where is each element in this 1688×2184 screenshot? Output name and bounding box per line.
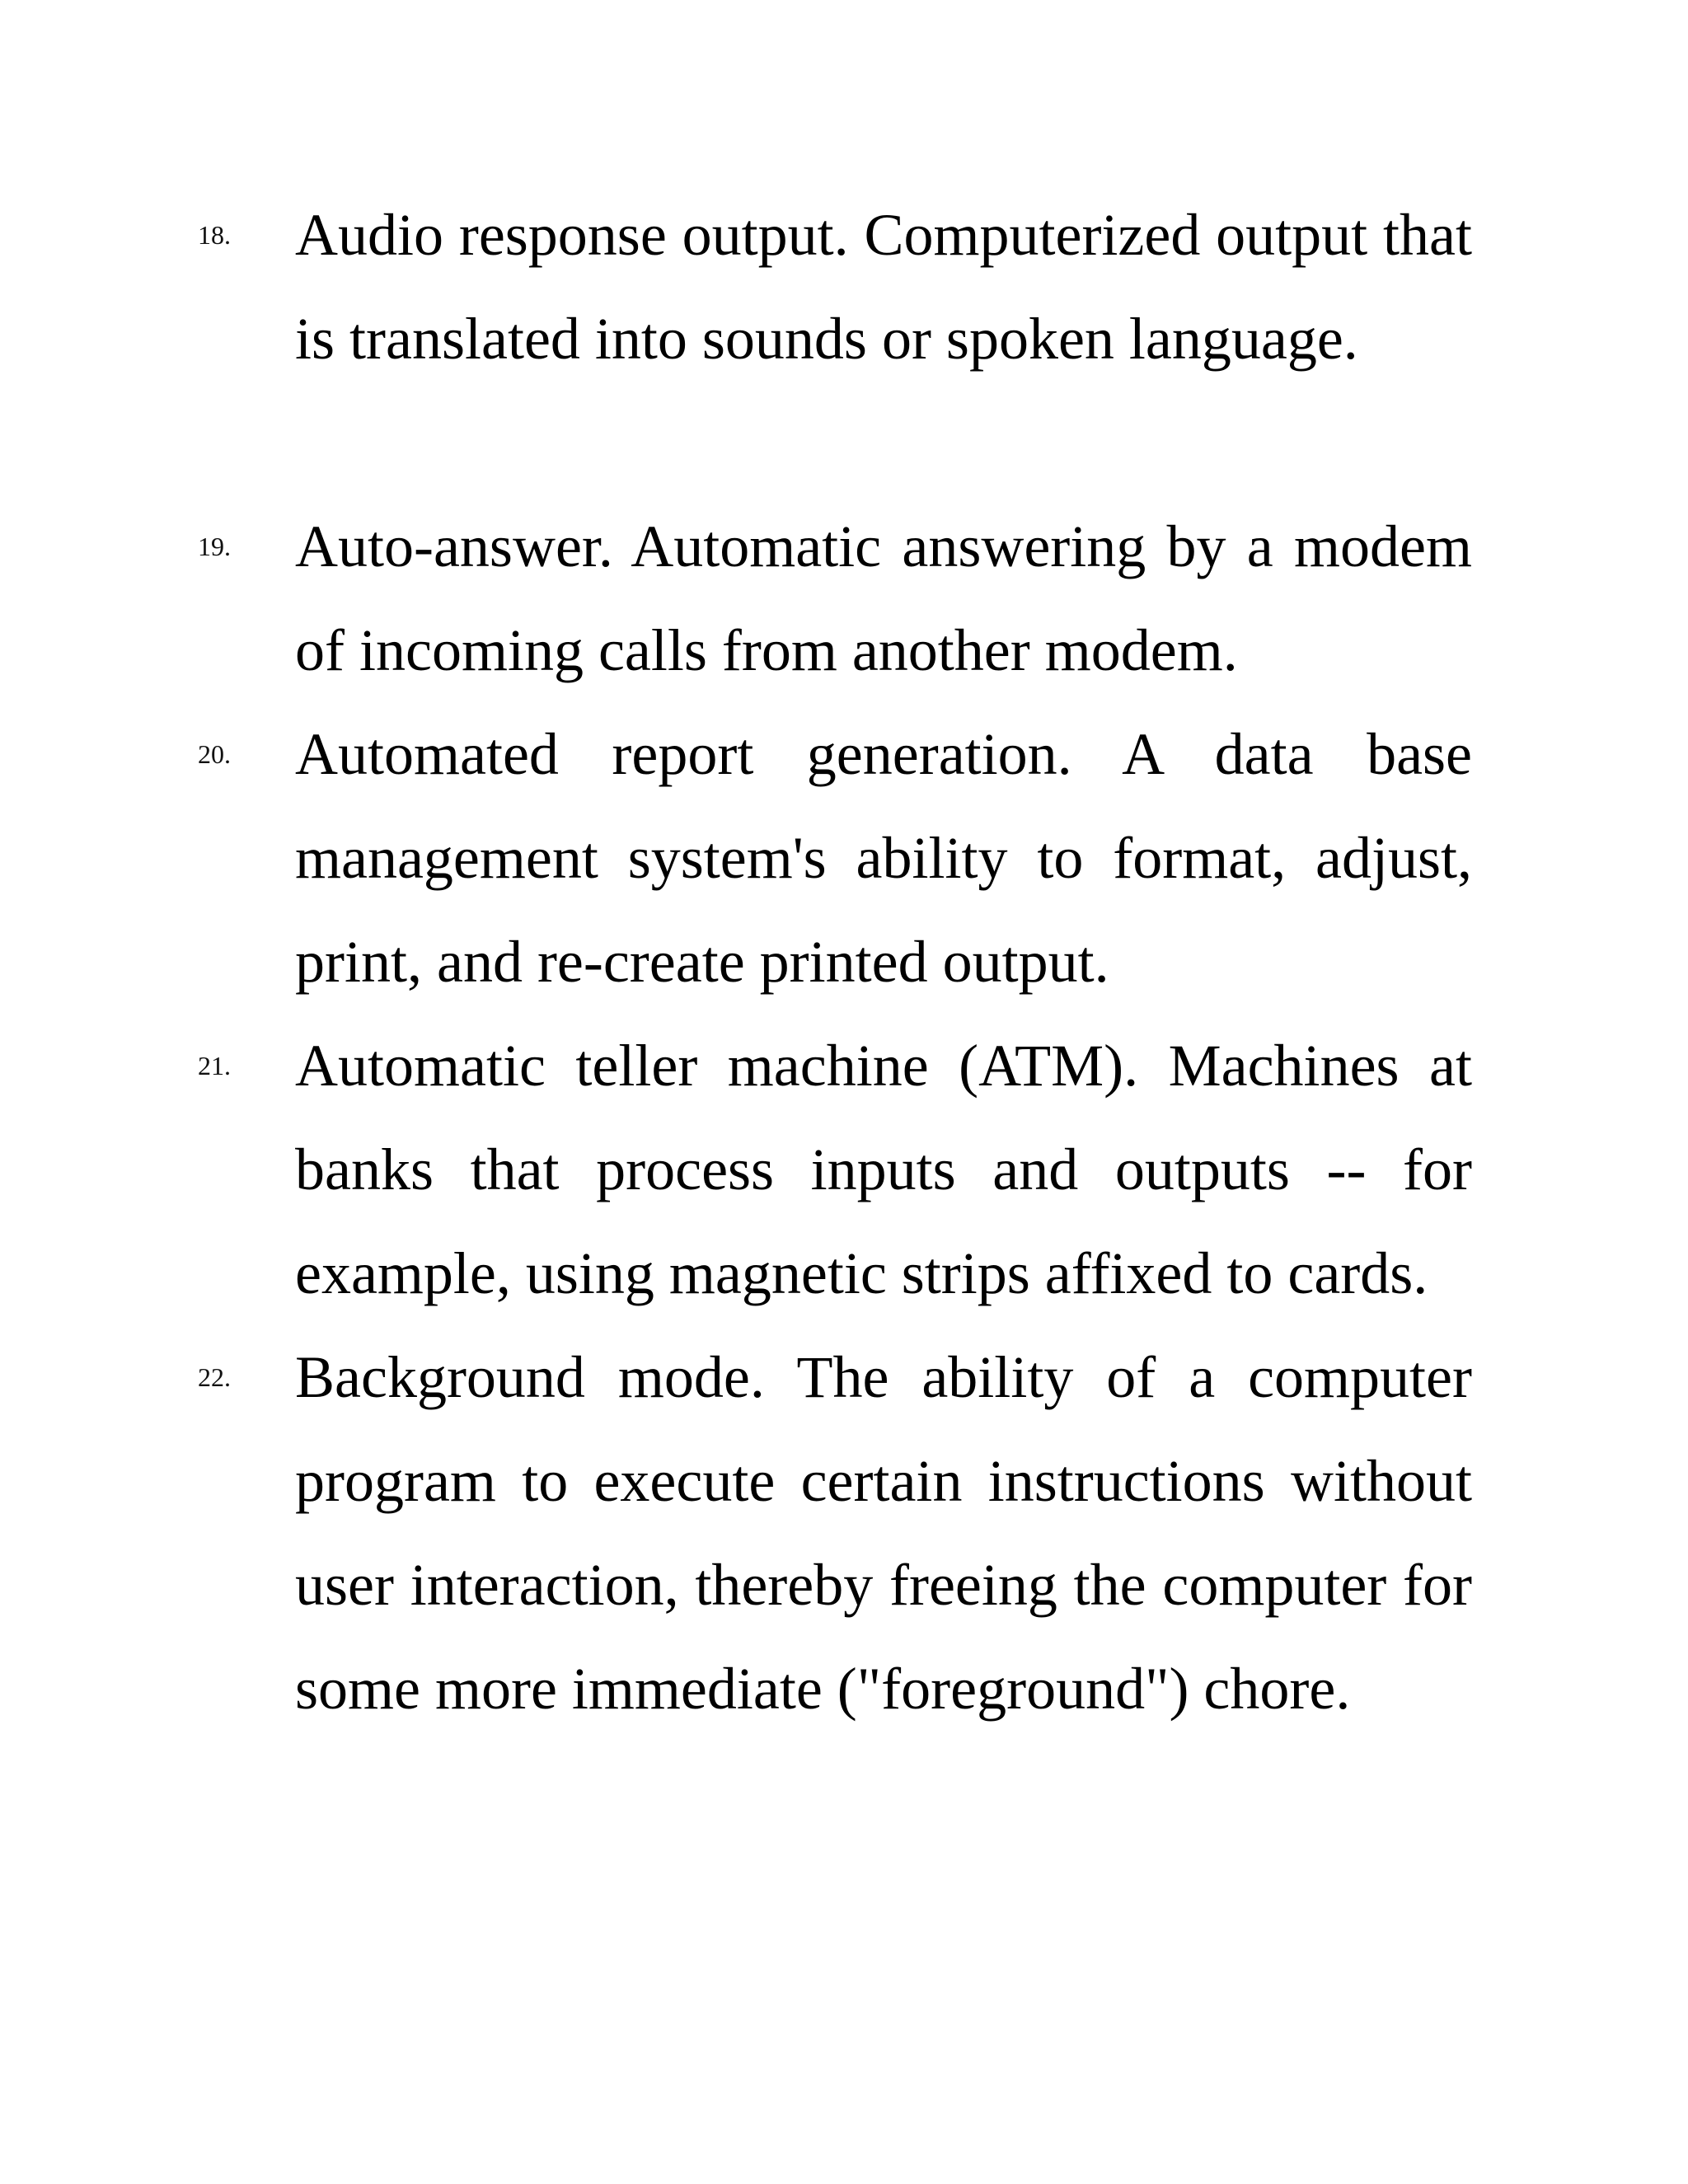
entry-number: 19.	[198, 532, 231, 561]
entry-number: 22.	[198, 1362, 231, 1392]
entry-number: 20.	[198, 739, 231, 769]
entry-text: Auto-answer. Automatic answering by a modem of incoming calls from another modem.	[295, 513, 1472, 683]
entry-text: Automatic teller machine (ATM). Machines at banks that process inputs and outputs -- for example, using magnetic strips affixed to cards.	[295, 1033, 1472, 1306]
entry-number: 21.	[198, 1051, 231, 1080]
entry-text: Audio response output. Computerized output that is translated into sounds or spoken language.	[295, 202, 1472, 372]
entry-text: Automated report generation. A data base management system's ability to format, adjust, print, and re-create printed output.	[295, 721, 1472, 995]
entry-text: Background mode. The ability of a computer program to execute certain instructions without user interaction, thereby freeing the computer for some more immediate ("foreground") chore.	[295, 1344, 1472, 1722]
entry-number: 18.	[198, 220, 231, 250]
